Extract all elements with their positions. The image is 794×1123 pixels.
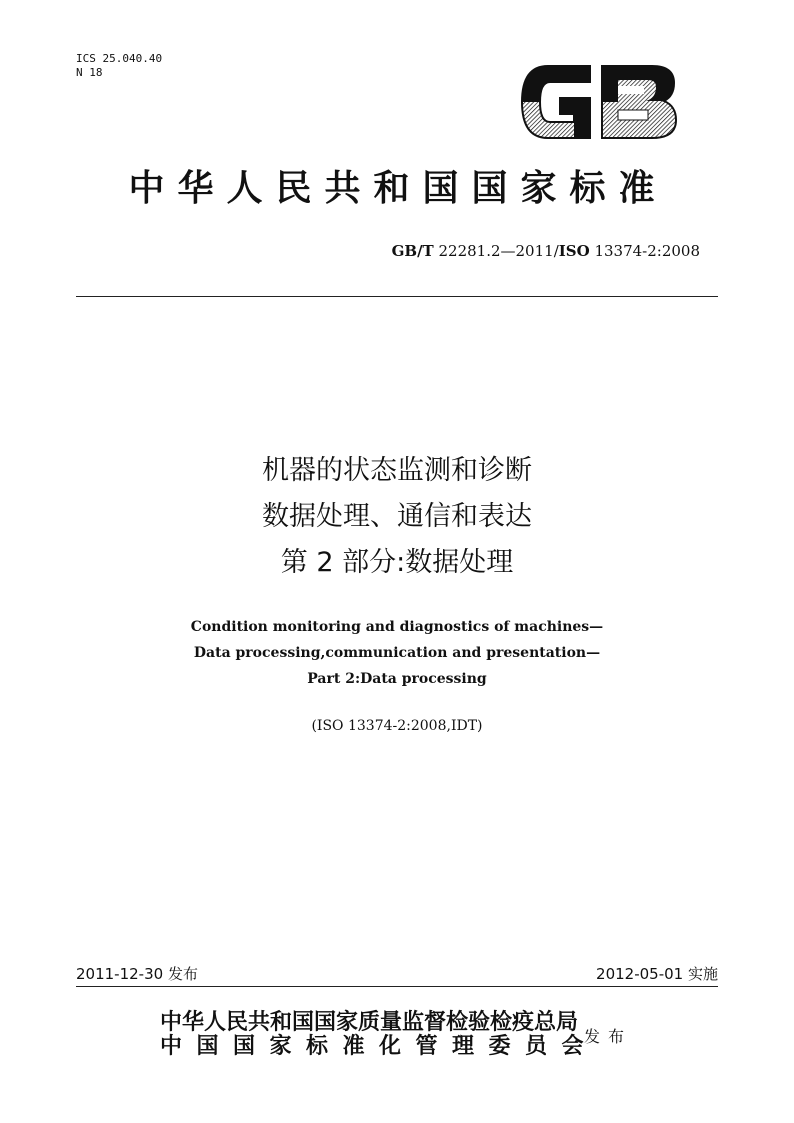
issuing-authorities	[160, 1010, 598, 1058]
issuer-aqsiq: 中华人民共和国国家质量监督检验检疫总局	[160, 1009, 579, 1035]
header-divider	[76, 296, 718, 297]
chinese-title-line-3: 第 2 部分:数据处理	[280, 547, 514, 578]
chinese-title-line-1: 机器的状态监测和诊断	[262, 455, 532, 486]
iso-number: 13374-2:2008	[589, 242, 700, 260]
publish-label: 发布	[584, 1027, 633, 1046]
issue-date: 2011-12-30 发布	[76, 965, 198, 983]
iso-prefix: ISO	[558, 242, 590, 260]
standard-code-number: 22281.2—2011/	[433, 242, 559, 260]
classification-codes	[76, 52, 162, 80]
english-title-line-2: Data processing,communication and presentation—	[193, 645, 601, 661]
english-title-line-1: Condition monitoring and diagnostics of machines—	[190, 619, 604, 635]
english-title	[0, 614, 794, 692]
adoption-note: (ISO 13374-2:2008,IDT)	[311, 718, 483, 734]
chinese-title-line-2: 数据处理、通信和表达	[262, 501, 532, 532]
chinese-title	[0, 448, 794, 586]
footer-divider	[76, 986, 718, 987]
english-title-line-3: Part 2:Data processing	[307, 671, 487, 687]
ics-code: ICS 25.040.40	[76, 52, 163, 65]
standard-code-prefix: GB/T	[391, 242, 434, 260]
standard-code	[392, 242, 700, 260]
gb-logo-icon	[518, 62, 678, 142]
national-standard-title: 中华人民共和国国家标准	[128, 167, 668, 209]
issuer-sac: 中国国家标准化管理委员会	[160, 1033, 599, 1059]
implementation-date: 2012-05-01 实施	[596, 965, 718, 983]
ccs-code: N 18	[76, 66, 103, 79]
